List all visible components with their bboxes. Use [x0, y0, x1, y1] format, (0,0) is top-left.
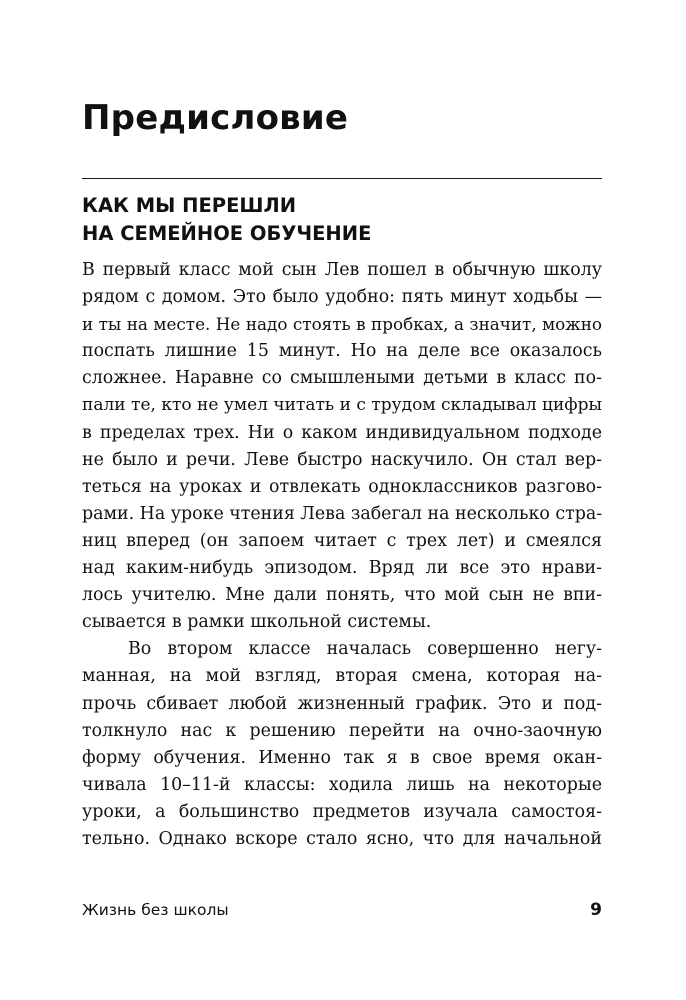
- section-heading: [82, 192, 602, 248]
- text-line: уроки, а большинство предметов изучала самостоя-: [82, 801, 602, 822]
- text-line: и ты на месте. Не надо стоять в пробках, а значит, можно: [82, 314, 602, 335]
- text-line: поспать лишние 15 минут. Но на деле все оказалось: [82, 341, 602, 362]
- text-line: прочь сбивает любой жизненный график. Это и под-: [82, 693, 602, 714]
- paragraph: [82, 257, 602, 636]
- text-line: манная, на мой взгляд, вторая смена, которая на-: [82, 666, 602, 687]
- text-line: лось учителю. Мне дали понять, что мой сын не впи-: [82, 585, 602, 606]
- text-line: форму обучения. Именно так я в свое время окан-: [82, 747, 602, 768]
- section-divider: [82, 178, 602, 179]
- section-heading-line: КАК МЫ ПЕРЕШЛИ: [82, 194, 297, 217]
- text-line: рами. На уроке чтения Лева забегал на несколько стра-: [82, 503, 603, 524]
- text-line: сложнее. Наравне со смышлеными детьми в класс по-: [82, 368, 602, 389]
- text-line: не было и речи. Леве быстро наскучило. Он стал вер-: [82, 449, 602, 470]
- text-line: рядом с домом. Это было удобно: пять минут ходьбы —: [82, 287, 602, 308]
- text-line: над каким-нибудь эпизодом. Вряд ли все это нрави-: [82, 558, 602, 579]
- page-footer: [82, 898, 602, 922]
- text-line: в пределах трех. Ни о каком индивидуальном подходе: [82, 422, 602, 443]
- paragraph: [82, 636, 602, 853]
- text-line: Во втором классе началась совершенно негу-: [128, 639, 602, 660]
- text-line: тельно. Однако вскоре стало ясно, что для начальной: [82, 828, 602, 849]
- text-line: сывается в рамки школьной системы.: [82, 612, 432, 633]
- section-heading-line: НА СЕМЕЙНОЕ ОБУЧЕНИЕ: [82, 222, 372, 245]
- page-number: 9: [590, 900, 602, 920]
- text-line: пали те, кто не умел читать и с трудом складывал цифры: [82, 395, 602, 416]
- text-line: ниц вперед (он запоем читает с трех лет) и смеялся: [82, 530, 602, 551]
- body-text: [82, 257, 602, 853]
- book-title: Жизнь без школы: [82, 901, 229, 919]
- text-line: толкнуло нас к решению перейти на очно-заочную: [82, 720, 602, 741]
- chapter-title: Предисловие: [82, 98, 349, 138]
- text-line: чивала 10–11-й классы: ходила лишь на некоторые: [82, 774, 602, 795]
- text-line: теться на уроках и отвлекать одноклассников разгово-: [82, 476, 602, 497]
- text-line: В первый класс мой сын Лев пошел в обычную школу: [82, 260, 602, 280]
